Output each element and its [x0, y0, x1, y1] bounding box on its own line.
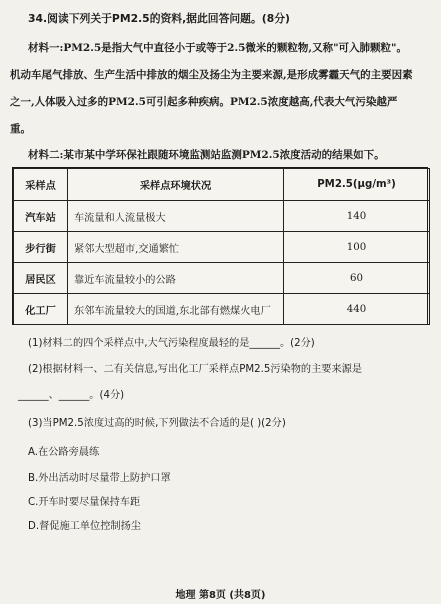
table-cell-value: 100 [284, 232, 430, 263]
option-d: D.督促施工单位控制扬尘 [28, 521, 141, 532]
table-cell-environment: 东邻车流量较大的国道,东北部有燃煤火电厂 [68, 294, 284, 325]
page-footer: 地理 第8页 (共8页) [175, 590, 266, 601]
table-cell-site: 步行街 [14, 232, 68, 263]
material1-line1: 材料一:PM2.5是指大气中直径小于或等于2.5微米的颗粒物,又称"可入肺颗粒"。 [28, 42, 408, 54]
table-cell-environment: 车流量和人流量极大 [68, 201, 284, 232]
subquestion-3: (3)当PM2.5浓度过高的时候,下列做法不合适的是( )(2分) [28, 418, 286, 429]
material1-line4: 重。 [10, 123, 31, 135]
subquestion-1: (1)材料二的四个采样点中,大气污染程度最轻的是______。(2分) [28, 338, 315, 349]
table-cell-value: 60 [284, 263, 430, 294]
subquestion-2-line1: (2)根据材料一、二有关信息,写出化工厂采样点PM2.5污染物的主要来源是 [28, 364, 363, 375]
table-cell-value: 140 [284, 201, 430, 232]
subquestion-2-line2: ______、______。(4分) [18, 390, 125, 401]
material1-line2: 机动车尾气排放、生产生活中排放的烟尘及扬尘为主要来源,是形成雾霾天气的主要因素 [10, 69, 413, 81]
table-cell-environment: 靠近车流量较小的公路 [68, 263, 284, 294]
option-c: C.开车时要尽量保持车距 [28, 497, 141, 508]
table-cell-value: 440 [284, 294, 430, 325]
material1-line3: 之一,人体吸入过多的PM2.5可引起多种疾病。PM2.5浓度越高,代表大气污染越严 [10, 96, 398, 108]
table-row [14, 201, 430, 232]
pm25-table [12, 167, 428, 325]
table-row [14, 294, 430, 325]
option-a: A.在公路旁晨练 [28, 447, 100, 458]
table-header-environment: 采样点环境状况 [68, 169, 284, 201]
table-row [14, 232, 430, 263]
table-row [14, 263, 430, 294]
table-header-site: 采样点 [14, 169, 68, 201]
table-cell-environment: 紧邻大型超市,交通繁忙 [68, 232, 284, 263]
question-title: 34.阅读下列关于PM2.5的资料,据此回答问题。(8分) [28, 12, 290, 25]
table-header-value: PM2.5(μg/m³) [284, 169, 430, 201]
material2-line1: 材料二:某市某中学环保社跟随环境监测站监测PM2.5浓度活动的结果如下。 [28, 149, 385, 161]
table-cell-site: 化工厂 [14, 294, 68, 325]
table-cell-site: 居民区 [14, 263, 68, 294]
table-cell-site: 汽车站 [14, 201, 68, 232]
option-b: B.外出活动时尽量带上防护口罩 [28, 473, 171, 484]
